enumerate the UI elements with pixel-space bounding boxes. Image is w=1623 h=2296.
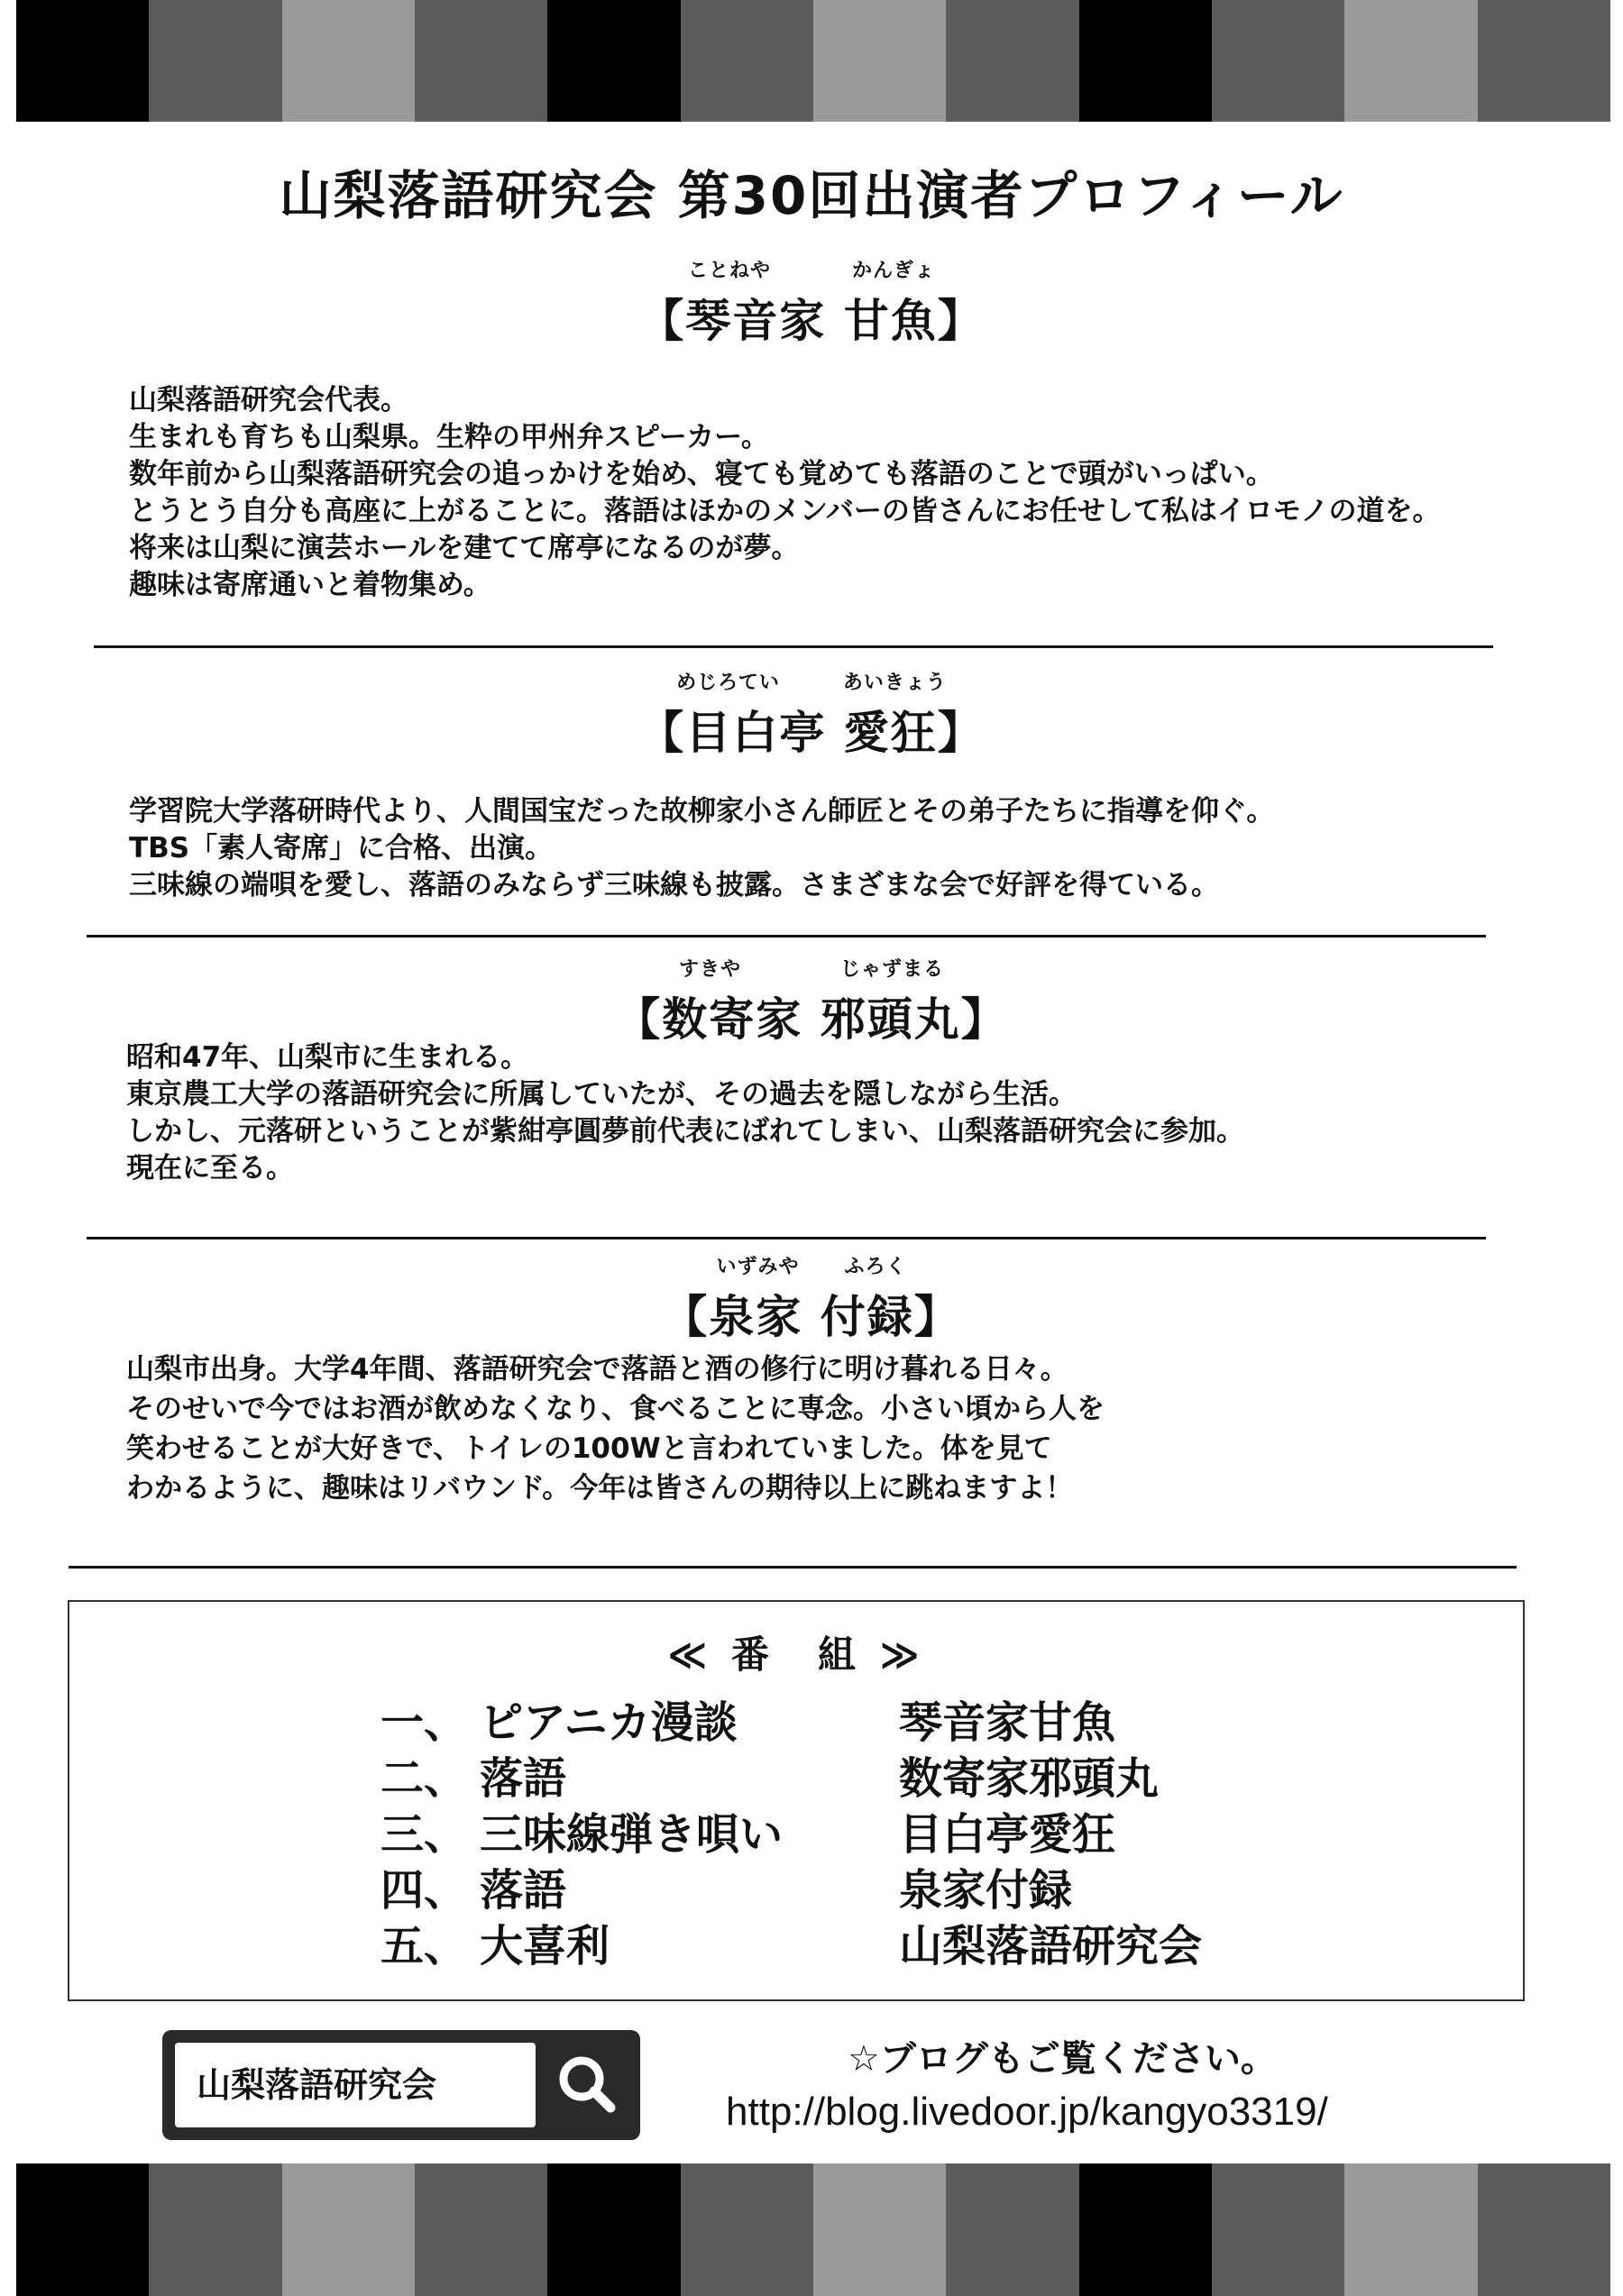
bio-line: 生まれも育ちも山梨県。生粋の甲州弁スピーカー。 bbox=[129, 421, 769, 453]
program-item bbox=[69, 1688, 1523, 1748]
performer-name: 【泉家 付録】 bbox=[662, 1291, 961, 1343]
divider bbox=[69, 1566, 1517, 1569]
bio-line: そのせいで今ではお酒が飲めなくなり、食べることに専念。小さい頃から人を bbox=[126, 1393, 1105, 1425]
program-item-act: 落語 bbox=[480, 1865, 567, 1916]
bio-line: 東京農工大学の落語研究会に所属していたが、その過去を隠しながら生活。 bbox=[126, 1078, 1077, 1111]
program-item-act: 三味線弾き唄い bbox=[480, 1809, 784, 1860]
divider bbox=[87, 1237, 1486, 1239]
program-item-number: 四、 bbox=[381, 1865, 468, 1916]
name-ruby bbox=[0, 1251, 1623, 1279]
bio-line: 山梨市出身。大学4年間、落語研究会で落語と酒の修行に明け暮れる日々。 bbox=[126, 1353, 1068, 1386]
program-item-performer: 数寄家邪頭丸 bbox=[899, 1753, 1160, 1804]
performer-name: 【数寄家 邪頭丸】 bbox=[615, 993, 1008, 1046]
performer-name: 【琴音家 甘魚】 bbox=[638, 295, 985, 347]
profile-header-3 bbox=[0, 954, 1623, 1048]
profile-bio-4 bbox=[126, 1349, 1105, 1508]
program-item-performer: 山梨落語研究会 bbox=[899, 1921, 1203, 1971]
search-box bbox=[162, 2030, 640, 2140]
bio-line: 現在に至る。 bbox=[126, 1152, 294, 1185]
program-title: ≪ 番 組 ≫ bbox=[667, 1633, 925, 1677]
blog-note: ☆ブログもご覧ください。 bbox=[848, 2038, 1277, 2080]
performer-name: 【目白亭 愛狂】 bbox=[638, 707, 985, 759]
bio-line: 山梨落語研究会代表。 bbox=[129, 384, 408, 416]
program-item-act: 落語 bbox=[480, 1753, 567, 1804]
program-item-number: 五、 bbox=[381, 1921, 468, 1971]
ruby-given: じゃずまる bbox=[840, 958, 945, 981]
bio-line: 数年前から山梨落語研究会の追っかけを始め、寝ても覚めても落語のことで頭がいっぱい。 bbox=[129, 458, 1274, 490]
name-ruby bbox=[0, 667, 1623, 695]
ruby-given: かんぎょ bbox=[852, 260, 936, 282]
bio-line: TBS「素人寄席」に合格、出演。 bbox=[129, 832, 554, 864]
blog-url[interactable]: http://blog.livedoor.jp/kangyo3319/ bbox=[726, 2090, 1328, 2134]
ruby-surname: いずみや bbox=[716, 1256, 800, 1278]
program-item bbox=[69, 1743, 1523, 1804]
bio-line: 三味線の端唄を愛し、落語のみならず三味線も披露。さまざまな会で好評を得ている。 bbox=[129, 869, 1219, 901]
bio-line: 将来は山梨に演芸ホールを建てて席亭になるのが夢。 bbox=[129, 532, 800, 564]
program-box bbox=[68, 1600, 1525, 2001]
program-item-act: 大喜利 bbox=[480, 1921, 610, 1971]
ruby-surname: すきや bbox=[678, 958, 741, 981]
profile-bio-2 bbox=[129, 793, 1274, 904]
profile-bio-3 bbox=[126, 1039, 1244, 1187]
program-item-number: 一、 bbox=[381, 1697, 468, 1748]
divider bbox=[94, 645, 1493, 648]
ruby-given: ふろく bbox=[844, 1256, 907, 1278]
bio-line: 昭和47年、山梨市に生まれる。 bbox=[126, 1041, 529, 1074]
name-ruby bbox=[0, 255, 1623, 283]
top-stripe-band bbox=[16, 0, 1610, 122]
bio-line: 趣味は寄席通いと着物集め。 bbox=[129, 569, 491, 601]
profile-header-4 bbox=[0, 1251, 1623, 1346]
ruby-given: あいきょう bbox=[842, 672, 947, 694]
profile-header-1 bbox=[0, 255, 1623, 350]
ruby-surname: ことねや bbox=[687, 260, 771, 282]
program-item-act: ピアニカ漫談 bbox=[480, 1697, 738, 1748]
bio-line: とうとう自分も高座に上がることに。落語はほかのメンバーの皆さんにお任せして私はイロモノの道を。 bbox=[129, 495, 1441, 527]
program-item-number: 三、 bbox=[381, 1809, 468, 1860]
program-item bbox=[69, 1911, 1523, 1971]
program-item-number: 二、 bbox=[381, 1753, 468, 1804]
bio-line: 学習院大学落研時代より、人間国宝だった故柳家小さん師匠とその弟子たちに指導を仰ぐ。 bbox=[129, 795, 1275, 828]
profile-bio-1 bbox=[129, 382, 1441, 604]
program-item-performer: 泉家付録 bbox=[899, 1865, 1073, 1916]
bio-line: しかし、元落研ということが紫紺亭圓夢前代表にばれてしまい、山梨落語研究会に参加。 bbox=[126, 1115, 1244, 1148]
page-title: 山梨落語研究会 第30回出演者プロフィール bbox=[279, 165, 1344, 226]
bio-line: 笑わせることが大好きで、トイレの100Wと言われていました。体を見て bbox=[126, 1432, 1052, 1465]
name-ruby bbox=[0, 954, 1623, 982]
magnifier-icon bbox=[546, 2043, 630, 2127]
program-item bbox=[69, 1855, 1523, 1916]
bottom-stripe-band bbox=[16, 2163, 1610, 2296]
program-item bbox=[69, 1799, 1523, 1860]
program-item-performer: 琴音家甘魚 bbox=[899, 1697, 1116, 1748]
search-query: 山梨落語研究会 bbox=[175, 2043, 536, 2127]
ruby-surname: めじろてい bbox=[676, 672, 780, 694]
profile-header-2 bbox=[0, 667, 1623, 762]
program-item-performer: 目白亭愛狂 bbox=[899, 1809, 1116, 1860]
divider bbox=[87, 935, 1486, 938]
bio-line: わかるように、趣味はリバウンド。今年は皆さんの期待以上に跳ねますよ！ bbox=[126, 1472, 1074, 1505]
